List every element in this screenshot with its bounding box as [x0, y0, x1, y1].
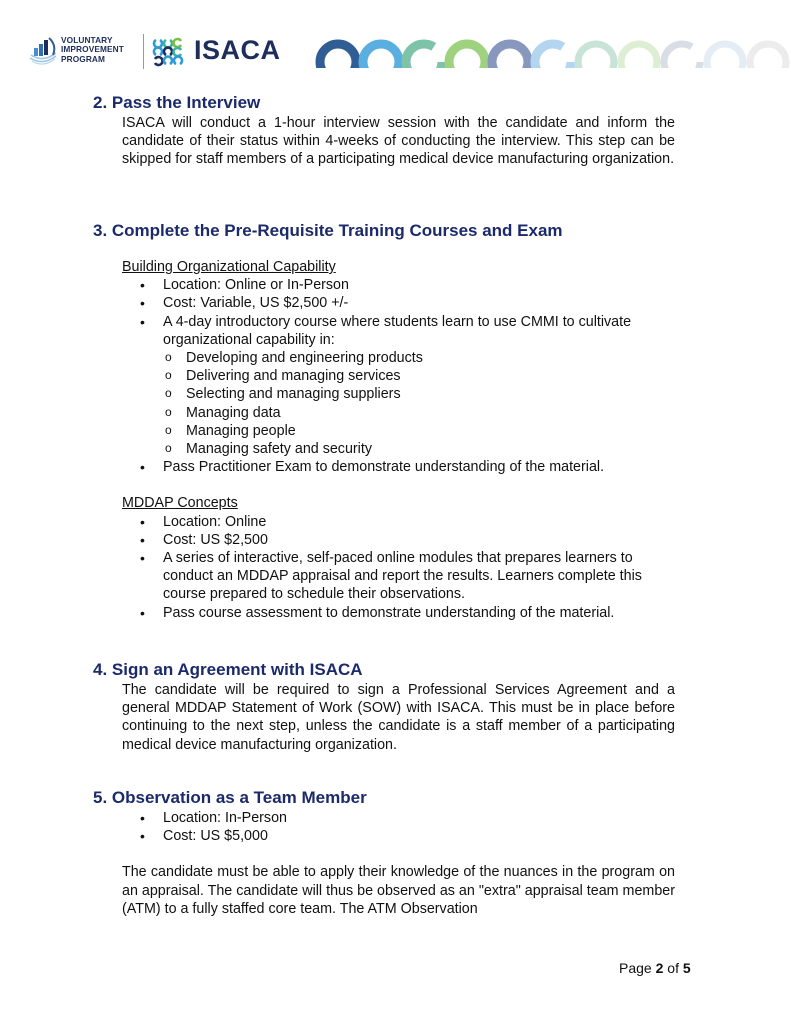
decorative-ring	[320, 44, 356, 68]
isaca-wordmark: ISACA	[194, 35, 281, 65]
page-header	[0, 0, 791, 80]
section-heading: 3. Complete the Pre-Requisite Training Courses and Exam	[93, 221, 563, 240]
page-number	[619, 960, 691, 976]
sub-bullets	[163, 349, 675, 458]
course-bullets	[93, 513, 675, 622]
vip-logo-line: PROGRAM	[61, 53, 106, 64]
decorative-ring	[707, 44, 743, 68]
decorative-ring	[578, 44, 614, 68]
bullet-item	[163, 313, 675, 459]
decorative-ring	[535, 44, 571, 68]
of-label: of	[667, 960, 679, 976]
section-observation	[93, 787, 675, 918]
sub-bullet-item: o Developing and engineering products	[186, 349, 675, 367]
decorative-ring	[363, 44, 399, 68]
decorative-ring	[492, 44, 528, 68]
bullet-item: • Location: Online or In-Person	[163, 276, 675, 294]
isaca-rings-icon	[152, 35, 188, 67]
course-title: MDDAP Concepts	[122, 495, 238, 512]
decorative-ring	[621, 44, 657, 68]
section-sign-agreement	[93, 659, 675, 754]
bullet-item: • Cost: US $5,000	[163, 827, 675, 845]
bullet-text: A 4-day introductory course where students learn to use CMMI to cultivate organizational capability in:	[163, 313, 632, 348]
vip-logo-line: VOLUNTARY	[61, 35, 113, 45]
section-heading: 2. Pass the Interview	[93, 93, 261, 112]
decorative-ring	[449, 44, 485, 68]
total-pages: 5	[682, 960, 691, 976]
bullet-item: • A series of interactive, self-paced online modules that prepares learners to conduct an MDDAP appraisal and report the results. Learners complete this course prepared to schedule their observations.	[163, 549, 675, 604]
course-bullets	[93, 276, 675, 476]
section-pass-interview	[93, 92, 675, 169]
bullet-item: • Cost: US $2,500	[163, 531, 675, 549]
decorative-rings-banner	[310, 28, 791, 68]
bullet-item: • Cost: Variable, US $2,500 +/-	[163, 294, 675, 312]
page-label: Page	[619, 960, 652, 976]
section-heading: 4. Sign an Agreement with ISACA	[93, 660, 363, 679]
vip-logo-text	[61, 36, 124, 64]
isaca-logo	[152, 35, 292, 67]
voluntary-improvement-program-logo	[28, 33, 138, 69]
section-training-courses	[93, 220, 675, 622]
course-title: Building Organizational Capability	[122, 259, 336, 275]
observation-bullets	[93, 809, 675, 845]
logo-divider	[143, 34, 144, 69]
decorative-ring	[750, 44, 786, 68]
sub-bullet-item: o Managing data	[186, 404, 675, 422]
bullet-item: • Location: In-Person	[163, 809, 675, 827]
sub-bullet-item: o Selecting and managing suppliers	[186, 385, 675, 403]
vip-logo-line: IMPROVEMENT	[61, 44, 124, 55]
section-paragraph: The candidate will be required to sign a Professional Services Agreement and a general MDDAP Statement of Work (SOW) with ISACA. This must be in place before continuing to the next step, unless the candidate is a staff member of a participating medical device manufacturing organization.	[122, 682, 675, 753]
sub-bullet-item: o Managing safety and security	[186, 440, 675, 458]
current-page: 2	[655, 960, 664, 976]
decorative-ring	[406, 44, 442, 68]
sub-bullet-item: o Delivering and managing services	[186, 367, 675, 385]
section-paragraph: The candidate must be able to apply their knowledge of the nuances in the program on an appraisal. The candidate will thus be observed as an "extra" appraisal team member (ATM) to a fully staffed core team. The ATM Observation	[122, 864, 675, 917]
decorative-ring	[664, 44, 700, 68]
bullet-item: • Pass course assessment to demonstrate understanding of the material.	[163, 604, 675, 622]
section-paragraph: ISACA will conduct a 1-hour interview session with the candidate and inform the candidate of their status within 4-weeks of conducting the interview. This step can be skipped for staff members of a participating medical device manufacturing organization.	[122, 115, 675, 168]
vip-bar-chart-icon	[28, 35, 58, 65]
bullet-item: • Pass Practitioner Exam to demonstrate understanding of the material.	[163, 458, 675, 476]
section-heading: 5. Observation as a Team Member	[93, 788, 367, 807]
bullet-item: • Location: Online	[163, 513, 675, 531]
sub-bullet-item: o Managing people	[186, 422, 675, 440]
